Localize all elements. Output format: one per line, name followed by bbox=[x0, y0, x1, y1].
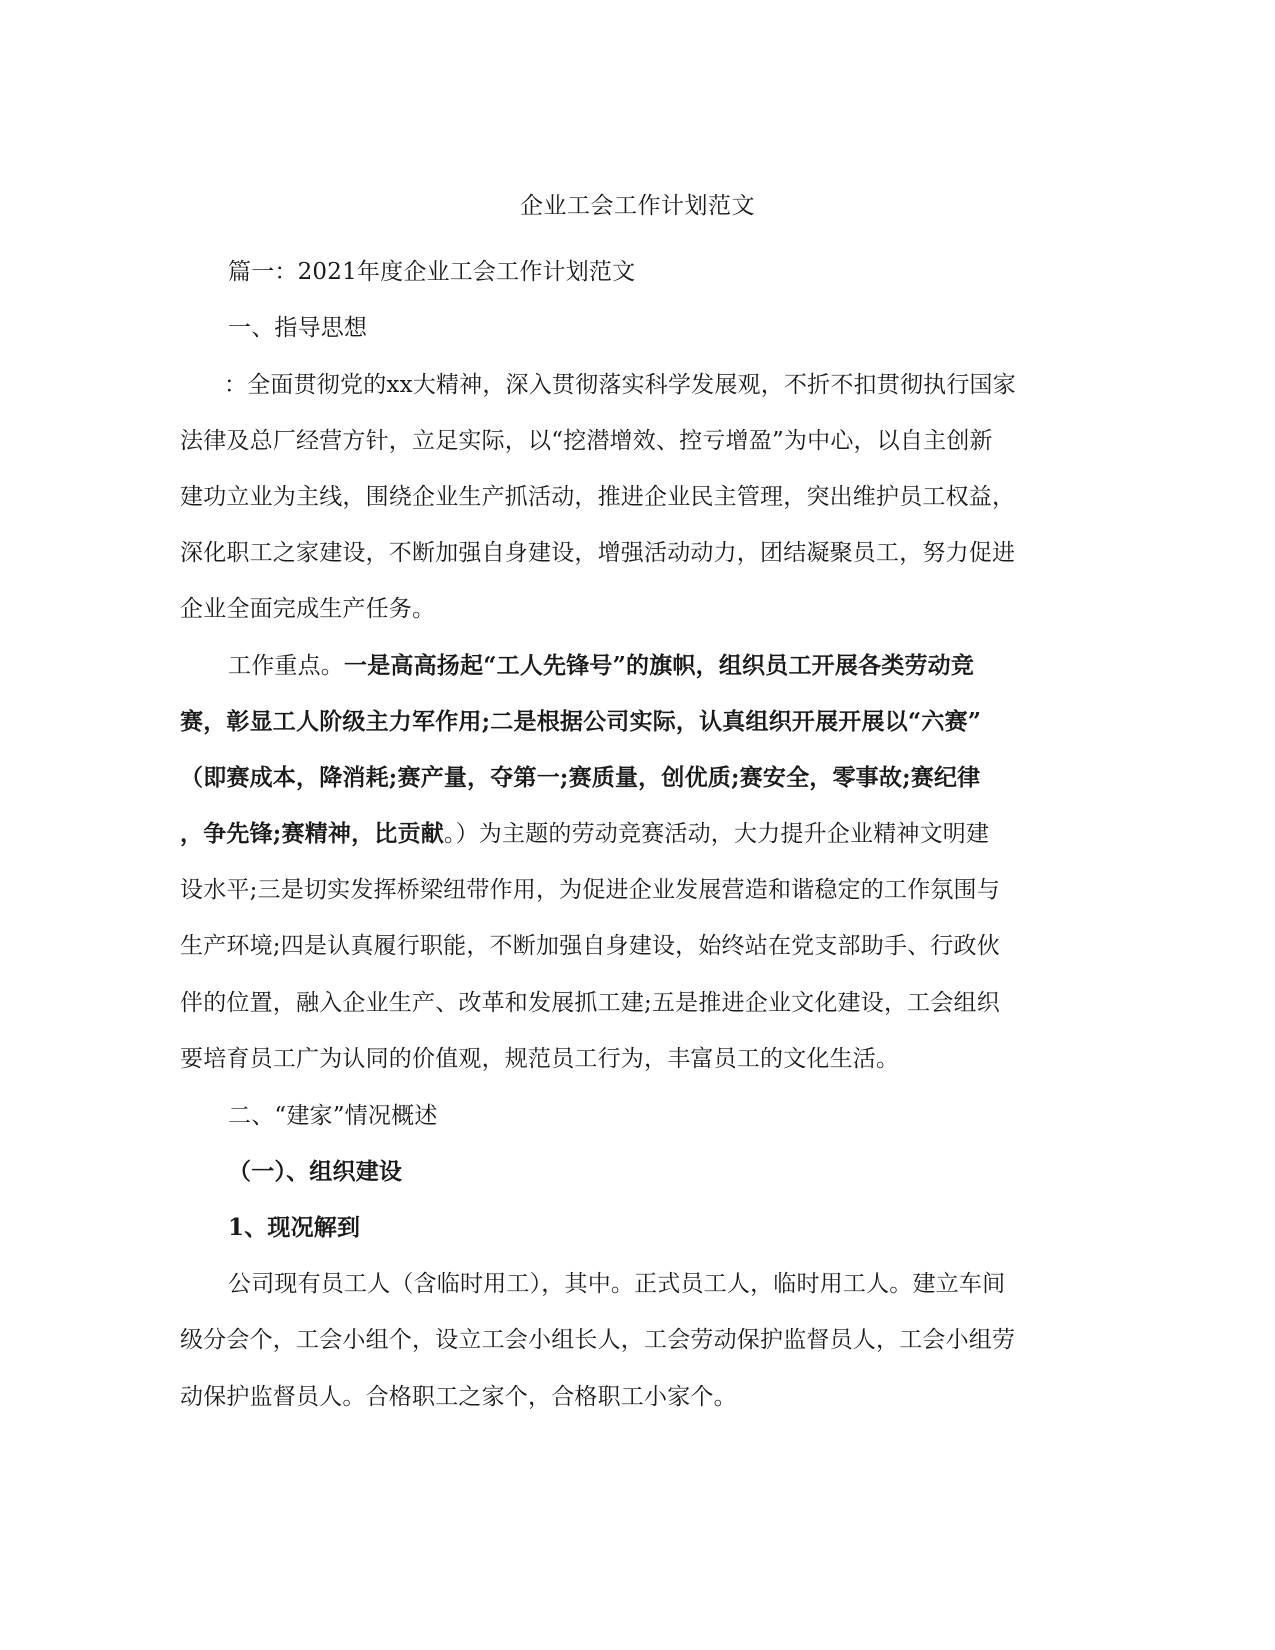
paragraph-line: 建功立业为主线，围绕企业生产抓活动，推进企业民主管理，突出维护员工权益， bbox=[180, 484, 1016, 510]
paragraph-line: 要培育员工广为认同的价值观，规范员工行为，丰富员工的文化生活。 bbox=[180, 1046, 900, 1072]
paragraph-line: 企业全面完成生产任务。 bbox=[180, 596, 436, 622]
heading-home-building: 二、“建家”情况概述 bbox=[228, 1103, 438, 1129]
paragraph-text: 。）为主题的劳动竞赛活动，大力提升企业精神文明建 bbox=[443, 821, 990, 847]
paragraph-line: ：全面贯彻党的xx大精神，深入贯彻落实科学发展观，不折不扣贯彻执行国家 bbox=[224, 372, 1016, 398]
heading-guiding-thought: 一、指导思想 bbox=[228, 315, 368, 341]
work-focus-label: 工作重点。 bbox=[228, 653, 344, 679]
paragraph-line bbox=[180, 818, 989, 850]
work-focus-bold-text: ，争先锋;赛精神，比贡献 bbox=[180, 820, 444, 847]
paragraph-line: 级分会个，工会小组个，设立工会小组长人，工会劳动保护监督员人，工会小组劳 bbox=[180, 1327, 1016, 1353]
document-title: 企业工会工作计划范文 bbox=[520, 193, 755, 219]
paragraph-line: 伴的位置，融入企业生产、改革和发展抓工建;五是推进企业文化建设，工会组织 bbox=[180, 990, 1000, 1016]
paragraph-line: 生产环境;四是认真履行职能，不断加强自身建设，始终站在党支部助手、行政伙 bbox=[180, 933, 1000, 959]
paragraph-line: 深化职工之家建设，不断加强自身建设，增强活动动力，团结凝聚员工，努力促进 bbox=[180, 540, 1016, 566]
work-focus-bold-text: 一是高高扬起“工人先锋号”的旗帜，组织员工开展各类劳动竞 bbox=[344, 652, 975, 679]
paragraph-line: 公司现有员工人（含临时用工），其中。正式员工人，临时用工人。建立车间 bbox=[228, 1271, 1006, 1297]
paragraph-line: 设水平;三是切实发挥桥梁纽带作用，为促进企业发展营造和谐稳定的工作氛围与 bbox=[180, 877, 1000, 903]
subheading-current-status: 1、现况解到 bbox=[228, 1214, 361, 1241]
paragraph-line bbox=[228, 650, 974, 682]
paragraph-line: 动保护监督员人。合格职工之家个，合格职工小家个。 bbox=[180, 1384, 737, 1410]
section-header: 篇一：2021年度企业工会工作计划范文 bbox=[228, 259, 636, 285]
paragraph-line-bold: 赛，彰显工人阶级主力军作用;二是根据公司实际，认真组织开展开展以“六赛” bbox=[180, 708, 982, 735]
paragraph-line-bold: （即赛成本，降消耗;赛产量，夺第一;赛质量，创优质;赛安全，零事故;赛纪律 bbox=[180, 764, 981, 791]
subheading-organization: （一）、组织建设 bbox=[228, 1158, 403, 1185]
paragraph-line: 法律及总厂经营方针，立足实际，以“挖潜增效、控亏增盈”为中心，以自主创新 bbox=[180, 428, 993, 454]
